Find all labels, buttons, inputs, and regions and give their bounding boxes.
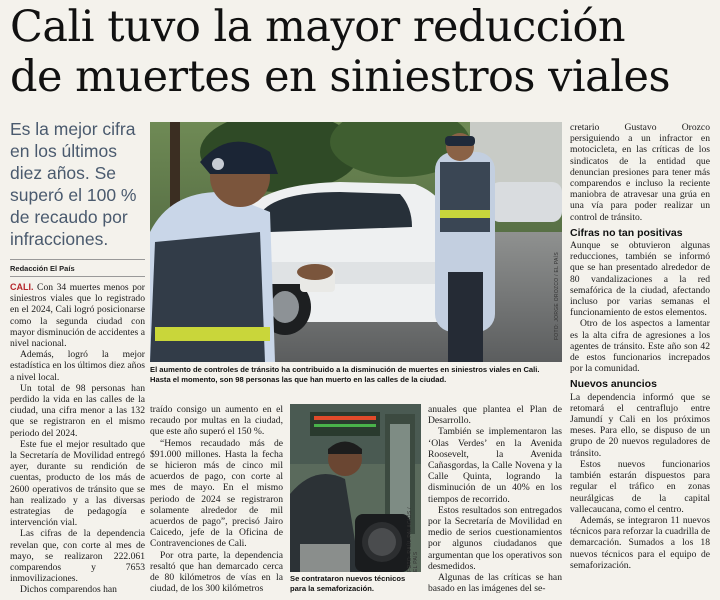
byline: Redacción El País [10,264,75,273]
col1-paragraph-6: Dichos comparendos han [20,584,117,596]
article-headline [10,2,715,102]
photo2-credit: FOTO: RAÚL PALACIOS / EL PAÍS [407,507,419,572]
col4-paragraph-5: Estos nuevos funcionarios también estarán dispuestos para regular el tráfico en zonas neurálgicas de la capital vallecaucana, como el centro. [570,458,710,515]
photo1-credit: FOTO: JORGE OROZCO / EL PAÍS [554,252,560,341]
col1-paragraph-5: Las cifras de la dependencia revelan que, con corte al mes de mayo, se realizaron 222.061 comparendos y 7653 inmovilizaciones. [10,528,145,585]
col2-paragraph-1: traído consigo un aumento en el recaudo por multas en la ciudad, que este año superó el 150 %. [150,404,283,438]
col3-paragraph-3: Estos resultados son entregados por la Secretaría de Movilidad en medio de serios cuestionamientos por algunos ciudadanos que argumentan que los operativos son desmedidos. [428,504,562,572]
headline-line-2: de muertes en siniestros viales [10,52,671,102]
photo-traffic-control [150,122,562,362]
subheading-anuncios: Nuevos anuncios [570,378,657,391]
dateline: CALI. [10,282,34,292]
subheading-cifras: Cifras no tan positivas [570,226,683,239]
article-deck: Es la mejor cifra en los últimos diez años. Se superó el 100 % de recaudo por infracciones. [10,119,137,249]
article-column-1 [10,282,145,600]
col3-paragraph-2: También se implementaron las ‘Olas Verdes’ en la Avenida Roosevelt, la Avenida Cañasgordas, la Calle Novena y la Calle Quinta, logrando la disminución de un 40% en los tiempos de recorrido. [428,426,562,505]
article-column-2 [150,404,283,600]
col4-paragraph-2: Aunque se obtuvieron algunas reducciones, también se informó que se han presentado alrededor de 80 vandalizaciones a la red semafórica de la ciudad, afectando incluso por varias semanas el funcionamiento de estos elementos. [570,240,710,319]
photo2-caption: Se contrataron nuevos técnicos para la semaforización. [290,574,406,593]
article-column-4 [570,122,710,600]
col3-paragraph-4: Algunas de las críticas se han basado en las imágenes del se- [428,572,562,595]
col1-paragraph-4: Este fue el mejor resultado que la Secretaría de Movilidad entregó ayer, durante su rendición de cuentas, producto de los más de 2600 operativos de tránsito que se han realizado y a las diversas estrategias de pedagogía e intervención vial. [10,438,145,529]
col4-paragraph-6: Además, se integraron 11 nuevos técnicos para reforzar la cuadrilla de demarcación. Sumados a los 18 nuevos técnicos para el equipo de semaforización. [570,514,710,571]
byline-divider [10,259,145,260]
col4-paragraph-4: La dependencia informó que se retomará el centraflujo entre Jamundí y Cali en los próximos meses. Para ello, se dispuso de un grupo de 20 nuevos reguladores de tránsito. [570,391,710,459]
photo-technician [290,404,421,572]
headline-line-1: Cali tuvo la mayor reducción [10,2,626,52]
article-column-3 [428,404,562,600]
technician-photo-illustration [290,404,421,572]
col4-paragraph-1: cretario Gustavo Orozco persiguiendo a un infractor en motocicleta, en las críticas de los sindicatos de la entidad que denuncian presiones para tener más comparendos e incluso la reciente maniobra de atravesar una grúa en una vía para poder realizar un control de tránsito. [570,122,710,223]
traffic-police-photo-illustration [150,122,562,362]
col2-paragraph-2: “Hemos recaudado más de $91.000 millones. Hasta la fecha se hicieron más de cinco mil acuerdos de pago, con corte al mes de mayo. En el mismo periodo de 2024 se registraron solamente alrededor de mil acuerdos de pago”, precisó Jairo Caicedo, jefe de la Oficina de Contravenciones de Cali. [150,437,283,550]
col2-paragraph-3: Por otra parte, la dependencia resaltó que han demarcado cerca de 80 kilómetros de vías en la ciudad, de los 300 kilómetros [150,549,283,595]
col3-paragraph-1: anuales que plantea el Plan de Desarrollo. [428,404,562,427]
col1-paragraph-2: Además, logró la mejor estadística en los últimos diez años a nivel local. [10,349,145,383]
photo1-caption: El aumento de controles de tránsito ha contribuido a la disminución de muertes en siniestros viales en Cali. Hasta el momento, son 98 personas las que han muerto en las calles de la ciudad. [150,365,540,384]
byline-divider-bottom [10,276,145,277]
col1-paragraph-3: Un total de 98 personas han perdido la vida en las calles de la ciudad, una cifra menor a las 132 que se registraron en el mismo periodo del 2024. [10,382,145,439]
col1-paragraph-1: Con 34 muertes menos por siniestros viales que lo registrado en el 2024, Cali logró posicionarse como la segunda ciudad con mayor disminución de accidentes a nivel nacional. [10,282,145,350]
col4-paragraph-3: Otro de los aspectos a lamentar es la alta cifra de agresiones a los agentes de tránsito. Este año son 42 de estos funcionarios increpados por la comunidad. [570,318,710,375]
